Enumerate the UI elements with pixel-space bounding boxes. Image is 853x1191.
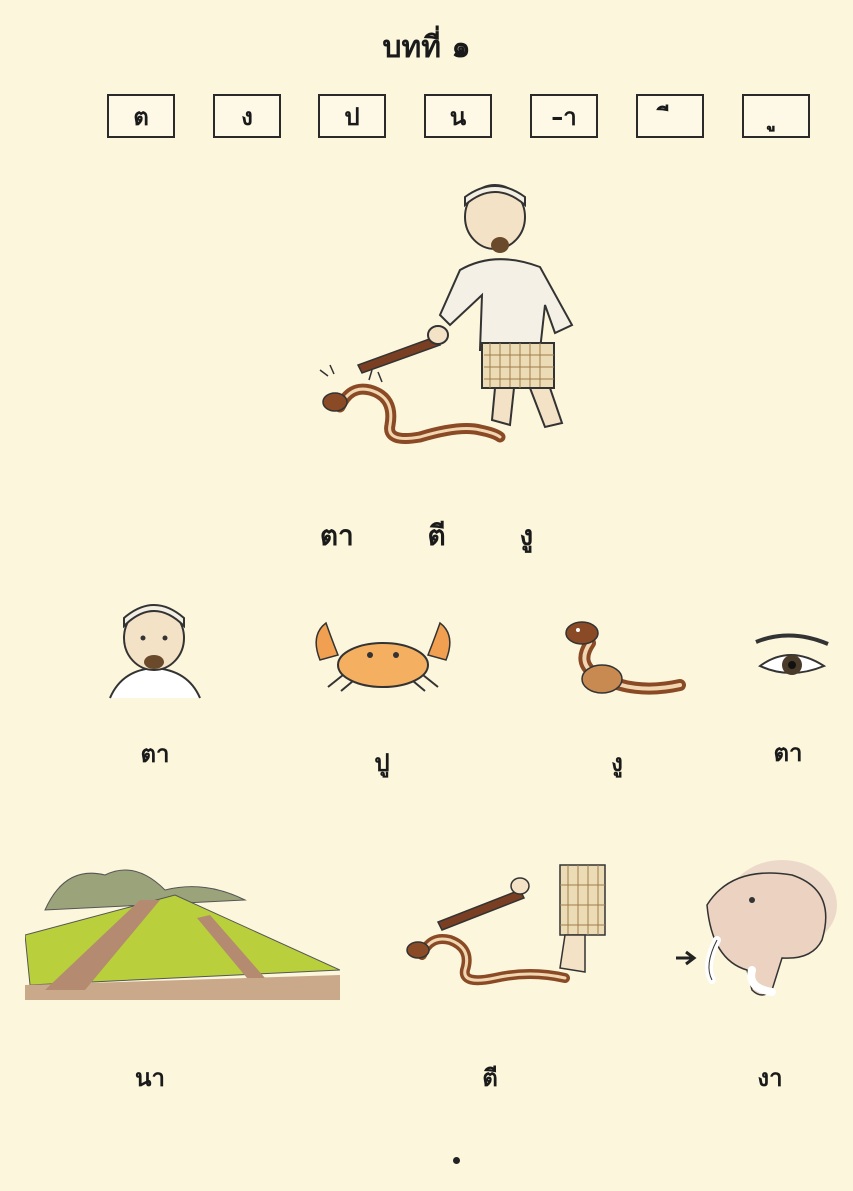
- page-dot: [453, 1157, 460, 1164]
- main-word: งู: [519, 519, 534, 552]
- row2-caption: ตี: [482, 1064, 498, 1092]
- row1-caption: ตา: [140, 740, 170, 768]
- letter-box: [742, 94, 810, 138]
- row2-caption: งา: [757, 1064, 783, 1092]
- crab-icon: [308, 615, 458, 695]
- letter-box: น: [424, 94, 492, 138]
- hitting-snake-icon: [400, 860, 610, 1000]
- man-hitting-snake-illustration: [300, 175, 610, 445]
- row1-caption: งู: [611, 749, 623, 777]
- elephant-tusk-icon: [672, 860, 842, 1010]
- letter-box: –า: [530, 94, 598, 138]
- main-words: [0, 514, 853, 558]
- letter-row: [0, 0, 853, 160]
- man-face-icon: [102, 598, 207, 700]
- snake-icon: [560, 615, 690, 705]
- row1-caption: ตา: [773, 739, 803, 767]
- letter-box: ป: [318, 94, 386, 138]
- letter-box: [636, 94, 704, 138]
- row1-caption: ปู: [374, 749, 390, 777]
- letter-box: ต: [107, 94, 175, 138]
- lesson-title: บทที่ ๑: [382, 30, 471, 65]
- letter-box: ง: [213, 94, 281, 138]
- main-word: ตี: [427, 519, 446, 552]
- row2-caption: นา: [135, 1064, 165, 1092]
- eye-icon: [750, 630, 830, 685]
- main-word: ตา: [319, 519, 354, 552]
- rice-field-icon: [25, 860, 340, 1000]
